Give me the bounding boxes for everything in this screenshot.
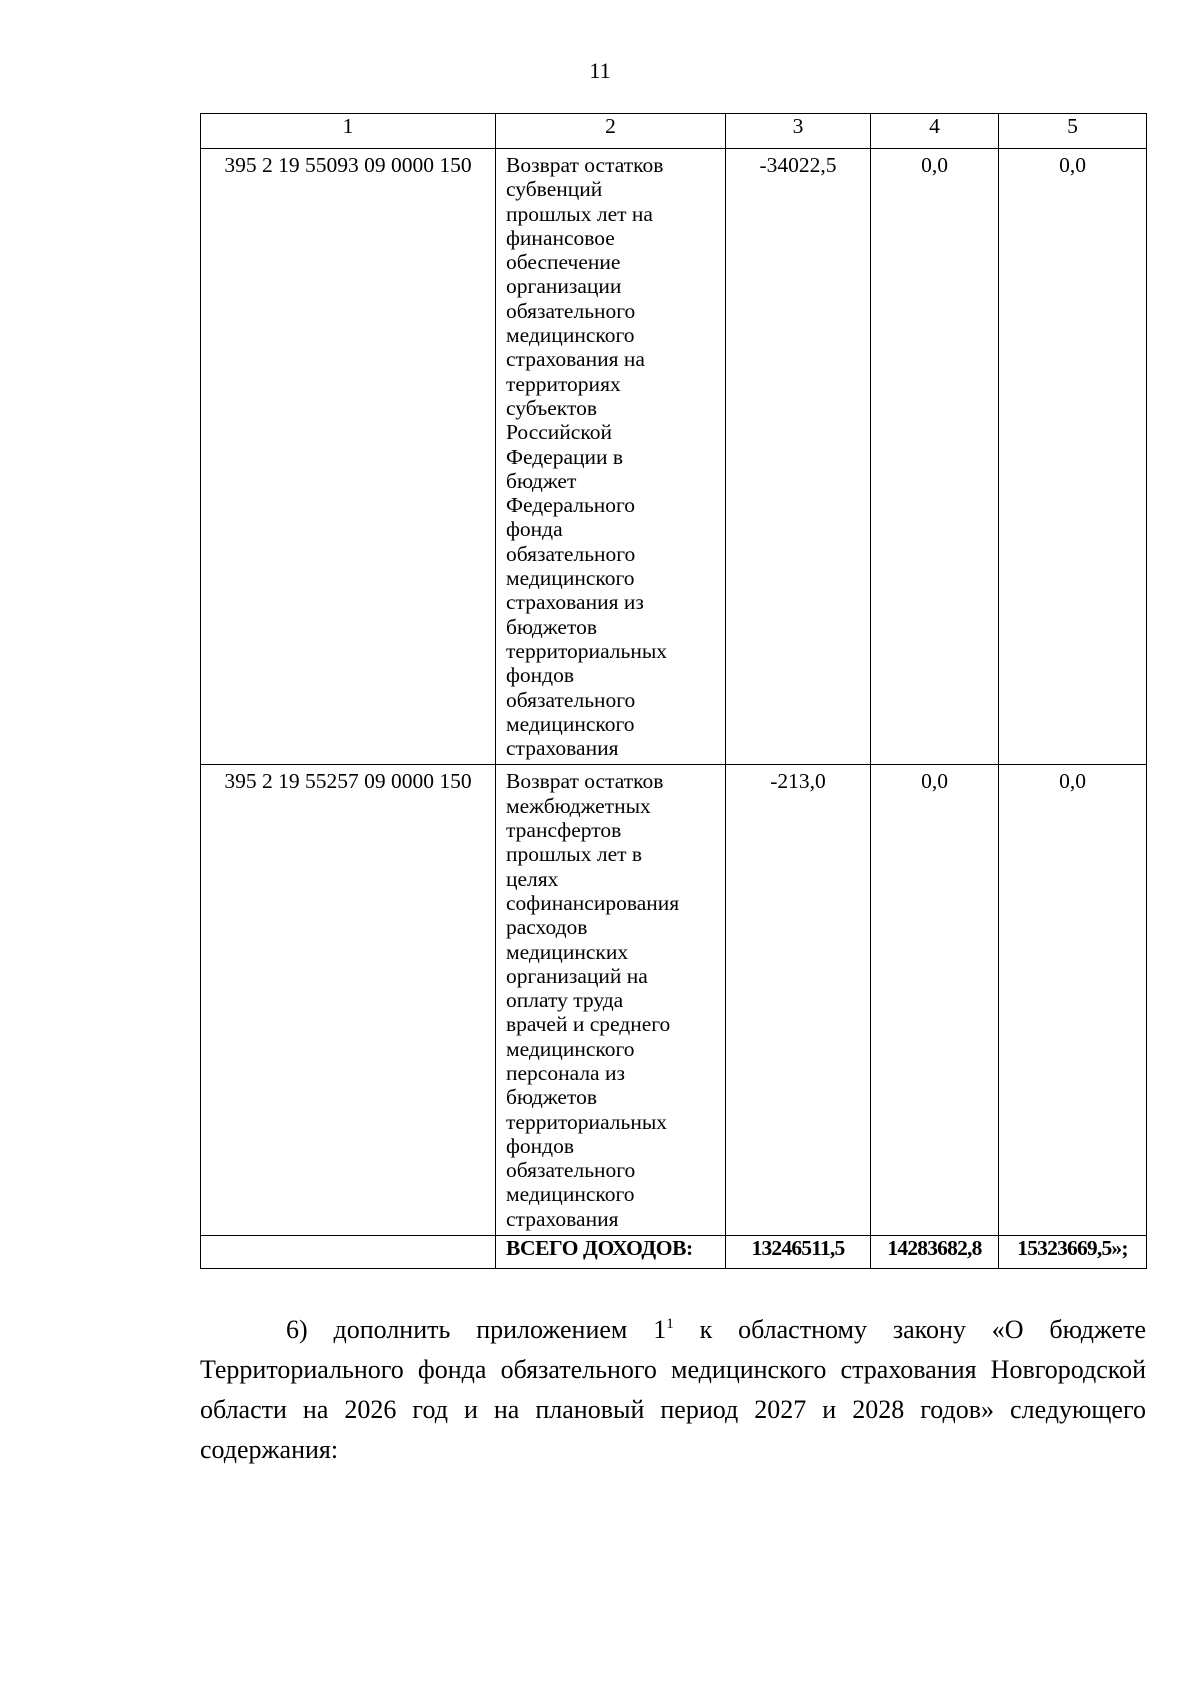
description-line: медицинских	[506, 939, 629, 964]
description-line: обязательного	[506, 1158, 636, 1183]
description-line: страхования	[506, 1206, 619, 1231]
value-col5: 0,0	[999, 765, 1147, 1236]
description-line: врачей и среднего	[506, 1012, 671, 1037]
value-col4: 0,0	[871, 765, 999, 1236]
table-row	[201, 149, 1147, 765]
description-line: территориях	[506, 371, 621, 396]
description-line: бюджетов	[506, 1085, 597, 1110]
description-line: субвенций	[506, 177, 603, 202]
budget-code: 395 2 19 55257 09 0000 150	[201, 765, 496, 1236]
description-line: медицинского	[506, 711, 635, 736]
budget-code: 395 2 19 55093 09 0000 150	[201, 149, 496, 765]
description-line: прошлых лет в	[506, 842, 643, 867]
description-line: софинансирования	[506, 890, 680, 915]
value-col3: -34022,5	[726, 149, 871, 765]
paragraph-text-end: к областному закону «О бюджете Территориального фонда обязательного медицинского страхования Новгородской области на 2026 год и на плановый период 2027 и 2028 годов» следующего содержания:	[200, 1315, 1146, 1464]
description-line: территориальных	[506, 638, 668, 663]
value-col4: 0,0	[871, 149, 999, 765]
description-line: Федерации в	[506, 444, 624, 469]
total-col3: 13246511,5	[726, 1236, 871, 1269]
table-row	[201, 765, 1147, 1236]
description-line: Возврат остатков	[506, 769, 664, 794]
description-line: страхования на	[506, 347, 645, 372]
column-header: 5	[999, 114, 1147, 149]
empty-cell	[201, 1236, 496, 1269]
description-line: медицинского	[506, 1182, 635, 1207]
description-line: расходов	[506, 915, 588, 940]
description-line: фондов	[506, 663, 575, 688]
column-header: 3	[726, 114, 871, 149]
description-line: субъектов	[506, 395, 597, 420]
description-line: обеспечение	[506, 250, 621, 275]
description-line: обязательного	[506, 687, 636, 712]
income-table	[200, 113, 1147, 1269]
description-line: трансфертов	[506, 818, 622, 843]
total-label: ВСЕГО ДОХОДОВ:	[496, 1236, 726, 1269]
description-line: страхования из	[506, 590, 644, 615]
description-line: персонала из	[506, 1060, 625, 1085]
table-header-row	[201, 114, 1147, 149]
income-description	[496, 765, 726, 1236]
description-line: фондов	[506, 1133, 575, 1158]
description-line: межбюджетных	[506, 793, 651, 818]
description-line: бюджет	[506, 468, 577, 493]
amendment-paragraph	[200, 1310, 1146, 1470]
total-col4: 14283682,8	[871, 1236, 999, 1269]
description-line: страхования	[506, 736, 619, 761]
description-line: фонда	[506, 517, 563, 542]
description-line: целях	[506, 866, 559, 891]
value-col3: -213,0	[726, 765, 871, 1236]
description-line: Возврат остатков	[506, 153, 664, 177]
description-line: медицинского	[506, 566, 635, 591]
description-line: Федерального	[506, 493, 636, 518]
paragraph-text-start: 6) дополнить приложением 1	[286, 1315, 667, 1344]
description-line: обязательного	[506, 541, 636, 566]
description-line: финансовое	[506, 225, 615, 250]
description-line: Российской	[506, 420, 612, 445]
total-col5: 15323669,5»;	[999, 1236, 1147, 1269]
description-line: территориальных	[506, 1109, 668, 1134]
superscript: 1	[666, 1316, 674, 1332]
page-number: 11	[589, 58, 611, 83]
description-line: обязательного	[506, 298, 636, 323]
description-line: оплату труда	[506, 988, 624, 1013]
column-header: 1	[201, 114, 496, 149]
income-description	[496, 149, 726, 765]
value-col5: 0,0	[999, 149, 1147, 765]
total-row	[201, 1236, 1147, 1269]
description-line: медицинского	[506, 323, 635, 348]
description-line: бюджетов	[506, 614, 597, 639]
column-header: 4	[871, 114, 999, 149]
column-header: 2	[496, 114, 726, 149]
description-line: организаций на	[506, 963, 648, 988]
description-line: медицинского	[506, 1036, 635, 1061]
description-line: прошлых лет на	[506, 201, 653, 226]
description-line: организации	[506, 274, 622, 299]
